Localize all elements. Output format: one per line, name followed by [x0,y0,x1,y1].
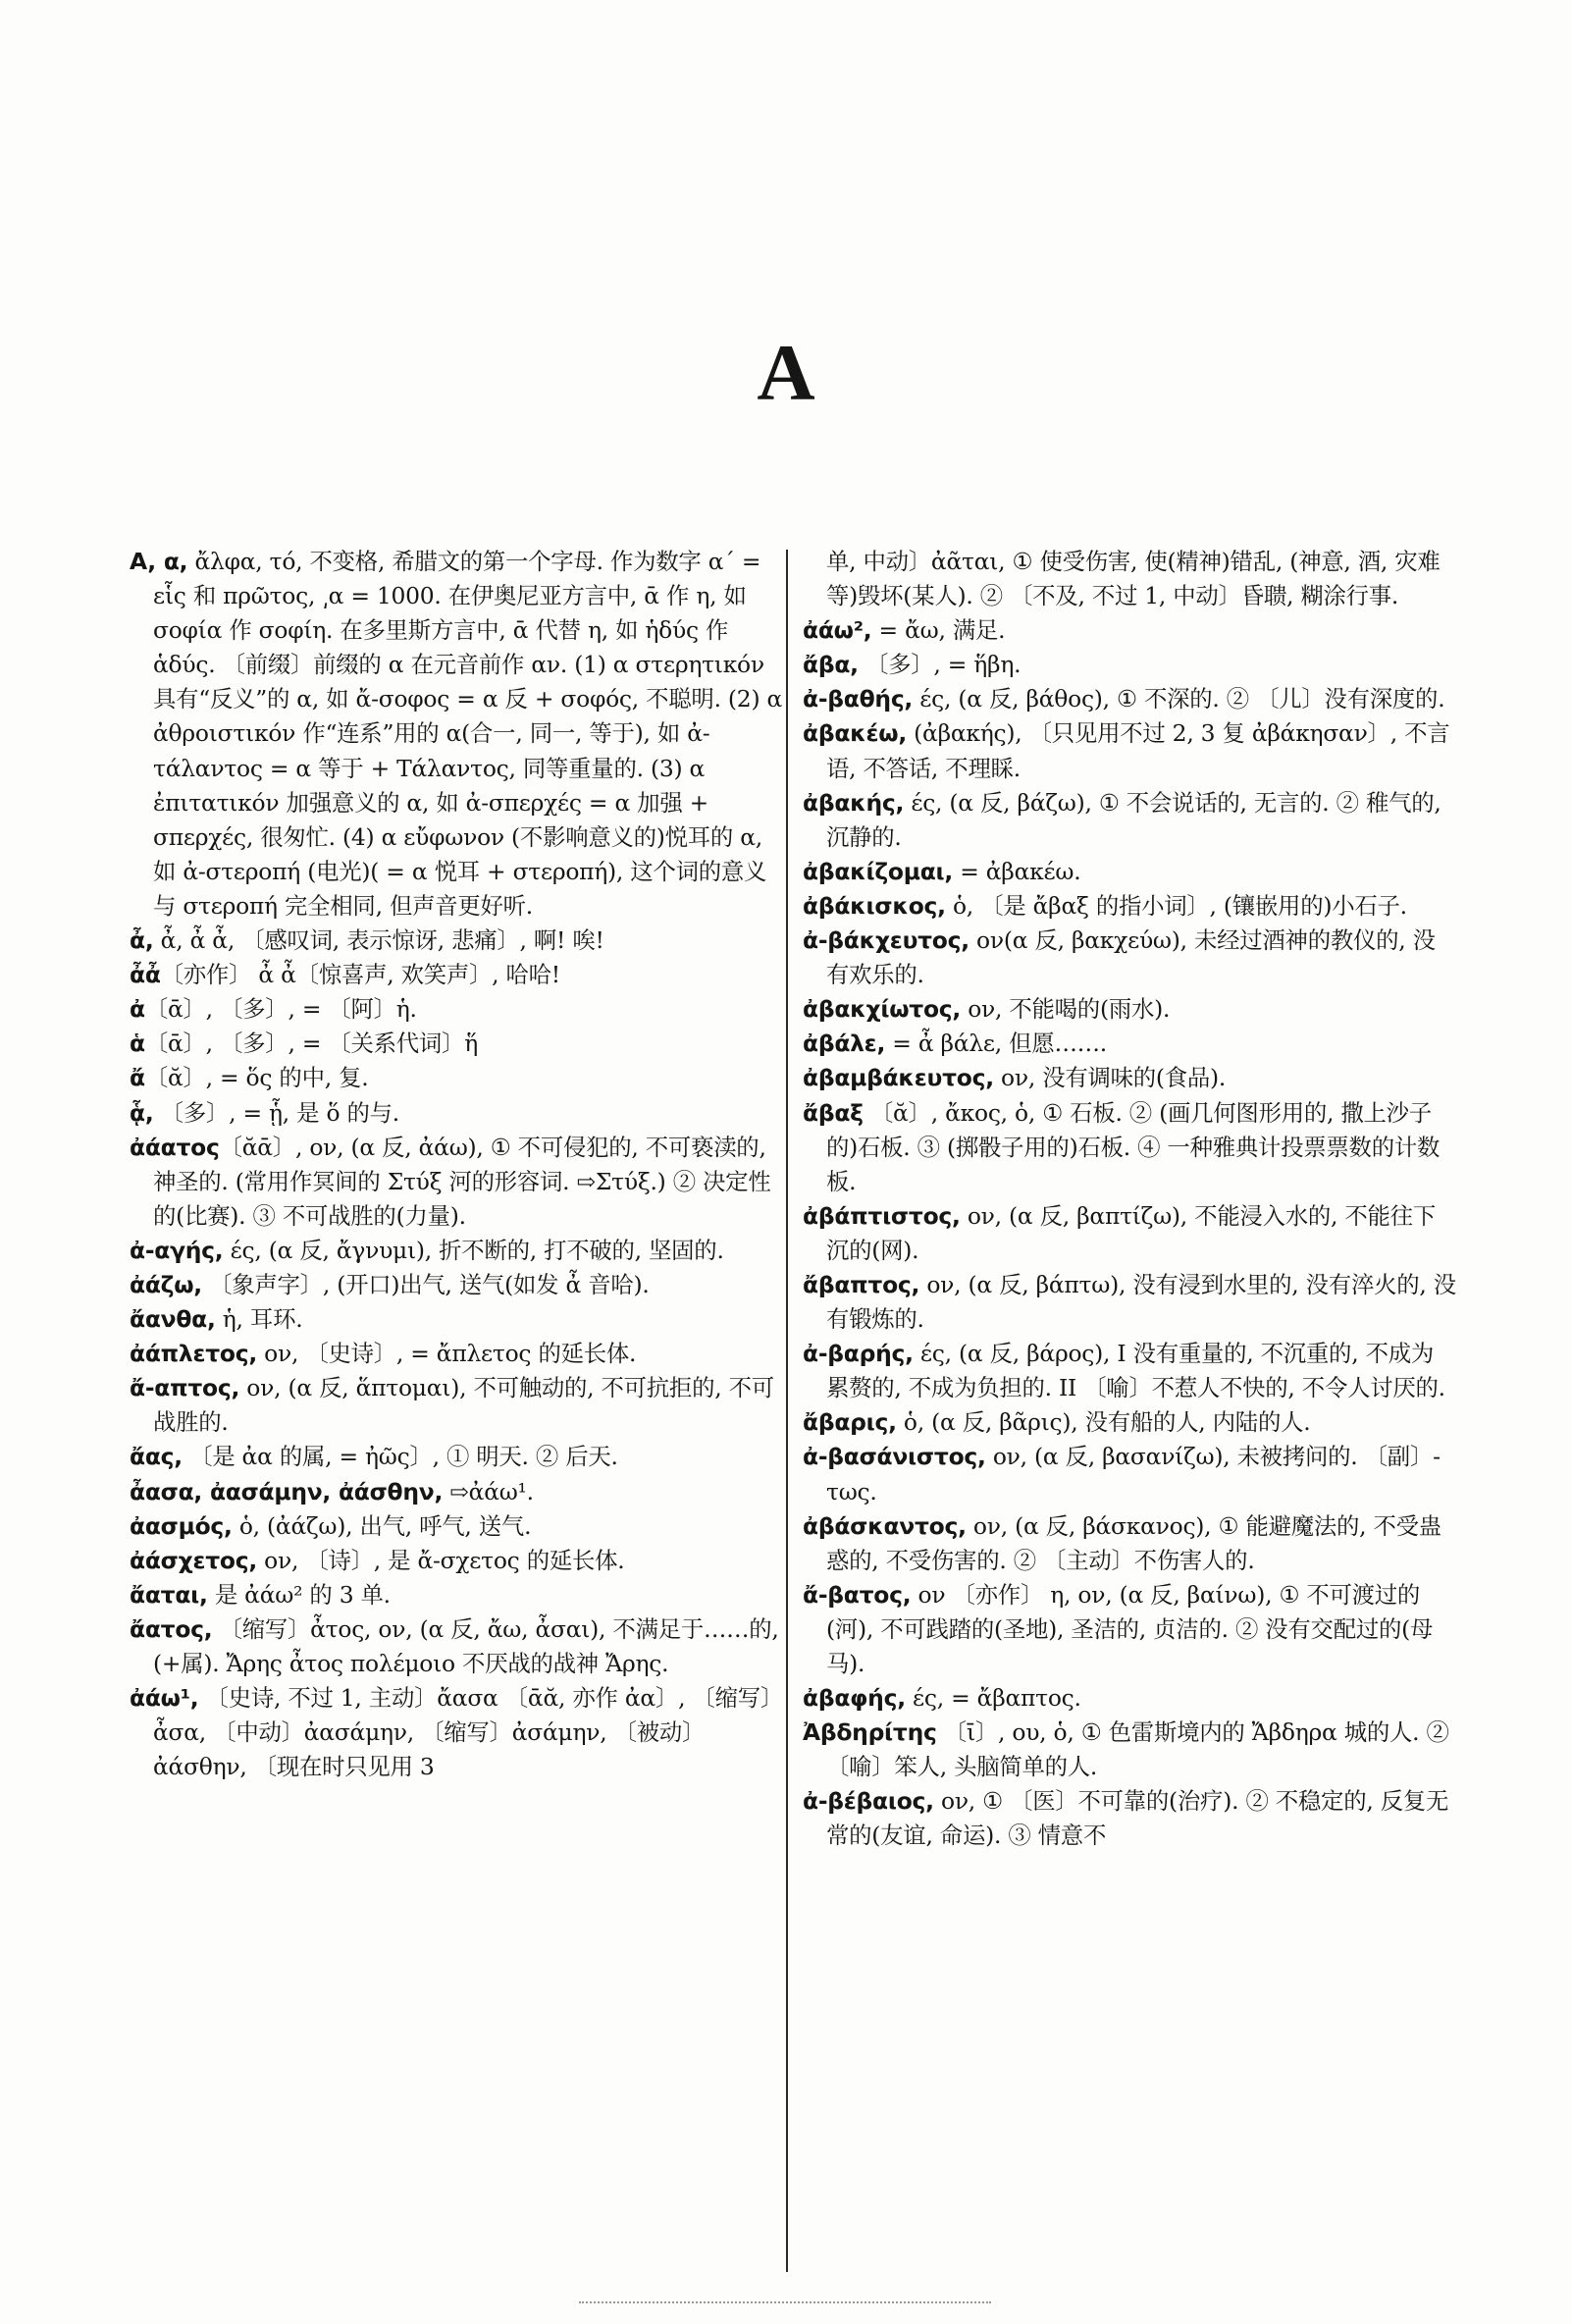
entry-definition: 〔多〕, = ᾗ, 是 ὅ 的与. [153,1098,399,1127]
entry-headword: ἄας, [130,1443,183,1471]
dictionary-entry [803,613,1456,648]
dictionary-entry [803,1784,1456,1853]
dictionary-entry [803,992,1456,1027]
entry-headword: ἀασμός, [130,1511,233,1540]
dictionary-entry [803,1681,1456,1716]
entry-headword: ἄβαρις, [803,1408,897,1437]
entry-headword: ἀβαφής, [803,1684,906,1713]
dictionary-entry [803,889,1456,924]
entry-definition: 〔ᾰ〕, ἄκος, ὁ, ① 石板. ② (画几何图形用的, 撒上沙子的)石板. ③ (掷骰子用的)石板. ④ 一种雅典计投票票数的计数板. [826,1098,1441,1195]
dictionary-entry [130,992,783,1027]
dictionary-entry [130,1337,783,1371]
entry-headword: ἀ-αγής, [130,1236,224,1264]
entry-headword: ἀ-βέβαιος, [803,1787,934,1816]
entry-definition: ον, 不能喝的(雨水). [961,995,1171,1024]
entry-headword: ἀ [130,995,145,1024]
entry-headword: ἆ, [130,926,154,955]
entry-definition: 〔ᾱ〕, 〔多〕, = 〔关系代词〕ἥ [144,1030,478,1058]
dictionary-entry [130,1440,783,1474]
entry-definition: 〔史诗, 不过 1, 主动〕ἄασα 〔ᾱᾰ, 亦作 ἀα〕, 〔缩写〕ἆσα, 〔中动〕ἀασάμην, 〔缩写〕ἀσάμην, 〔被动〕ἀάσθην, 〔现在时只见用 3 [153,1684,783,1781]
dictionary-entry [803,682,1456,716]
dictionary-entry [803,1199,1456,1268]
entry-definition: 〔是 ἀα 的属, = ἠῶς〕, ① 明天. ② 后天. [182,1443,618,1471]
entry-headword: ἄβαξ [803,1098,864,1127]
entry-definition: ον, (α 反, βασανίζω), 未被拷问的. 〔副〕-τως. [826,1443,1441,1505]
entry-headword: ἀβάσκαντος, [803,1511,967,1540]
entry-headword: ἀβαμβάκευτος, [803,1064,994,1092]
entry-headword: ἀ-βαθής, [803,685,914,713]
entry-definition: ον, 〔史诗〕, = ἄπλετος 的延长体. [256,1340,637,1368]
dictionary-entry [130,1234,783,1268]
dictionary-entry [130,1544,783,1578]
dictionary-entry [130,1061,783,1095]
entry-definition: ον, ① 〔医〕不可靠的(治疗). ② 不稳定的, 反复无常的(友谊, 命运). ③ 情意不 [826,1787,1449,1850]
entry-definition: ον, (α 反, ἅπτομαι), 不可触动的, 不可抗拒的, 不可战胜的. [153,1374,774,1437]
entry-headword: ἀβακχίωτος, [803,995,962,1024]
dictionary-entry [803,924,1456,992]
dictionary-entry [803,716,1456,785]
entry-definition: ον, 〔诗〕, 是 ἄ-σχετος 的延长体. [256,1546,625,1574]
dictionary-entry [803,1405,1456,1440]
column-divider [786,550,788,2272]
entry-headword: ἀβακίζομαι, [803,857,954,885]
entry-headword: ἀ-βασάνιστος, [803,1443,986,1471]
entry-definition: ον, (α 反, βαπτίζω), 不能浸入水的, 不能往下沉的(网). [826,1201,1436,1264]
entry-headword: ἀ-βαρής, [803,1340,914,1368]
footer-dots [579,2301,991,2303]
entry-definition: ές, = ἄβαπτος. [905,1684,1081,1713]
dictionary-entry [803,1337,1456,1405]
entry-definition: 〔多〕, = ἥβη. [858,651,1022,679]
dictionary-entry [803,1268,1456,1337]
entry-headword: ἀ-βάκχευτος, [803,926,969,955]
entry-definition: ον(α 反, βακχεύω), 未经过酒神的教仪的, 没有欢乐的. [826,926,1436,989]
left-column [130,545,783,1784]
dictionary-entry [130,1268,783,1302]
entry-definition: 〔ᾱ〕, 〔多〕, = 〔阿〕ἡ. [144,995,417,1024]
entry-headword: ἀάσχετος, [130,1546,257,1574]
entry-definition: ὁ, 〔是 ἄβαξ 的指小词〕, (镶嵌用的)小石子. [945,891,1407,920]
entry-headword: ἀάατος [130,1133,220,1161]
entry-headword: ἄβαπτος, [803,1270,920,1298]
entry-definition: 是 ἀάω² 的 3 单. [207,1580,391,1609]
dictionary-entry [130,1371,783,1440]
section-letter: A [757,328,815,417]
dictionary-entry [130,1612,783,1681]
dictionary-entry [130,1096,783,1131]
entry-headword: ἄ-βατος, [803,1580,912,1609]
entry-headword: ἀάω¹, [130,1684,199,1713]
dictionary-entry [803,648,1456,682]
dictionary-entry [803,1096,1456,1199]
entry-definition: 单, 中动〕ἀᾶται, ① 使受伤害, 使(精神)错乱, (神意, 酒, 灾难等)毁坏(某人). ② 〔不及, 不过 1, 中动〕昏聩, 糊涂行事. [826,548,1441,610]
entry-headword: ἆασα, ἀασάμην, ἀάσθην, [130,1477,444,1505]
entry-definition: ον 〔亦作〕 η, ον, (α 反, βαίνω), ① 不可渡过的(河), 不可践踏的(圣地), 圣洁的, 贞洁的. ② 没有交配过的(母马). [826,1580,1434,1677]
entry-definition: 〔象声字〕, (开口)出气, 送气(如发 ἆ 音哈). [201,1270,650,1298]
dictionary-entry [130,924,783,958]
dictionary-entry [130,1131,783,1234]
entry-headword: ἀάζω, [130,1270,202,1298]
entry-definition: ὁ, (α 反, βᾶρις), 没有船的人, 内陆的人. [896,1408,1311,1437]
right-column [803,545,1456,1854]
entry-definition: 〔ᾰ〕, = ὅς 的中, 复. [144,1064,369,1092]
entry-definition: ὁ, (ἀάζω), 出气, 呼气, 送气. [232,1511,532,1540]
dictionary-entry [130,1509,783,1544]
entry-definition: ές, (α 反, βάθος), ① 不深的. ② 〔儿〕没有深度的. [913,685,1445,713]
entry-headword: A, α, [130,548,188,575]
dictionary-entry [130,545,783,924]
entry-definition: (ἀβακής), 〔只见用不过 2, 3 复 ἀβάκησαν〕, 不言语, 不答话, 不理睬. [826,719,1450,782]
entry-headword: ἀάπλετος, [130,1340,257,1368]
dictionary-entry [803,855,1456,889]
entry-definition: ές, (α 反, βάρος), I 没有重量的, 不沉重的, 不成为累赘的, 不成为负担的. II 〔喻〕不惹人不快的, 不令人讨厌的. [826,1340,1445,1402]
entry-definition: ⇨ἀάω¹. [443,1477,534,1505]
entry-definition: 〔ῑ〕, ου, ὁ, ① 色雷斯境内的 Ἄβδηρα 城的人. ② 〔喻〕笨人, 头脑简单的人. [826,1718,1449,1781]
dictionary-entry [130,958,783,992]
dictionary-entry [803,1440,1456,1508]
entry-definition: 〔亦作〕 ἆ ἆ〔惊喜声, 欢笑声〕, 哈哈! [160,961,560,989]
entry-definition: ἄλφα, τό, 不变格, 希腊文的第一个字母. 作为数字 α΄ = εἷς 和 πρῶτος, ͵α = 1000. 在伊奥尼亚方言中, ᾱ 作 η, 如 σοφία 作 σοφίη. 在多里斯方言中, ᾱ 代替 η, 如 ἡδύς 作 ἁδύς. 〔前缀〕前缀的 α 在元音前作 αν. (1) α στερητικόν 具有“反义”的 α, 如 ἄ-σοφος = α 反 + σοφός, 不聪明. (2) α ἀθροιστικόν 作“连系”用的 α(合一, 同一, 等于), 如 ἀ-τάλαντος = α 等于 + Τάλαντος, 同等重量的. (3) α ἐπιτατικόν 加强意义的 α, 如 ἀ-σπερχές = α 加强 + σπερχές, 很匆忙. (4) α εὔφωνον (不影响意义的)悦耳的 α, 如 ἀ-στεροπή (电光)( = α 悦耳 + στεροπή), 这个词的意义与 στεροπή 完全相同, 但声音更好听. [153,548,783,920]
dictionary-entry [803,545,1456,613]
dictionary-entry [130,1475,783,1509]
entry-headword: ἀβάκισκος, [803,891,946,920]
entry-definition: = ἄω, 满足. [871,616,1006,645]
dictionary-entry [130,1027,783,1061]
entry-headword: ἆἆ [130,961,161,989]
entry-headword: ἀβακής, [803,788,905,817]
dictionary-entry [803,786,1456,855]
dictionary-entry [803,1509,1456,1578]
entry-headword: ἄανθα, [130,1305,216,1334]
dictionary-entry [803,1716,1456,1784]
entry-definition: ον, (α 反, βάπτω), 没有浸到水里的, 没有淬火的, 没有锻炼的. [826,1270,1456,1334]
dictionary-entry [803,1578,1456,1681]
entry-headword: ἀβάπτιστος, [803,1201,961,1230]
entry-headword: ἄ [130,1064,145,1092]
entry-definition: ον, 没有调味的(食品). [993,1064,1227,1092]
entry-definition: 〔ᾰᾱ〕, ον, (α 反, ἀάω), ① 不可侵犯的, 不可亵渎的, 神圣的. (常用作冥间的 Στύξ 河的形容词. ⇨Στύξ.) ② 决定性的(比赛). ③ 不可战胜的(力量). [153,1133,771,1230]
dictionary-entry [803,1061,1456,1095]
entry-headword: ἁ [130,1030,145,1058]
entry-definition: ές, (α 反, ἄγνυμι), 折不断的, 打不破的, 坚固的. [223,1236,724,1264]
entry-headword: ἄατος, [130,1614,213,1643]
entry-definition: ές, (α 反, βάζω), ① 不会说话的, 无言的. ② 稚气的, 沉静的. [826,788,1441,851]
entry-headword: ἄαται, [130,1580,208,1609]
dictionary-entry [130,1302,783,1337]
entry-headword: ἄ-απτος, [130,1374,240,1402]
entry-headword: ἄβα, [803,651,859,679]
entry-headword: ἀάω², [803,616,872,645]
dictionary-entry [803,1027,1456,1061]
dictionary-entry [130,1578,783,1612]
entry-definition: ἡ, 耳环. [215,1305,303,1334]
entry-headword: ἀβάλε, [803,1030,886,1058]
entry-headword: Ἀβδηρίτης [803,1718,937,1747]
entry-definition: 〔缩写〕ἆτος, ον, (α 反, ἄω, ἆσαι), 不满足于……的, (+属). Ἄρης ἆτος πολέμοιο 不厌战的战神 Ἄρης. [153,1614,779,1677]
dictionary-entry [130,1681,783,1784]
entry-headword: ἀβακέω, [803,719,907,748]
entry-definition: = ἆ βάλε, 但愿……. [885,1030,1107,1058]
entry-definition: ον, (α 反, βάσκανος), ① 能避魔法的, 不受蛊惑的, 不受伤害的. ② 〔主动〕不伤害人的. [826,1511,1441,1574]
entry-definition: ἆ, ἆ ἆ, 〔感叹词, 表示惊讶, 悲痛〕, 啊! 唉! [153,926,604,955]
entry-headword: ᾇ, [130,1098,154,1127]
entry-definition: = ἀβακέω. [953,857,1081,885]
